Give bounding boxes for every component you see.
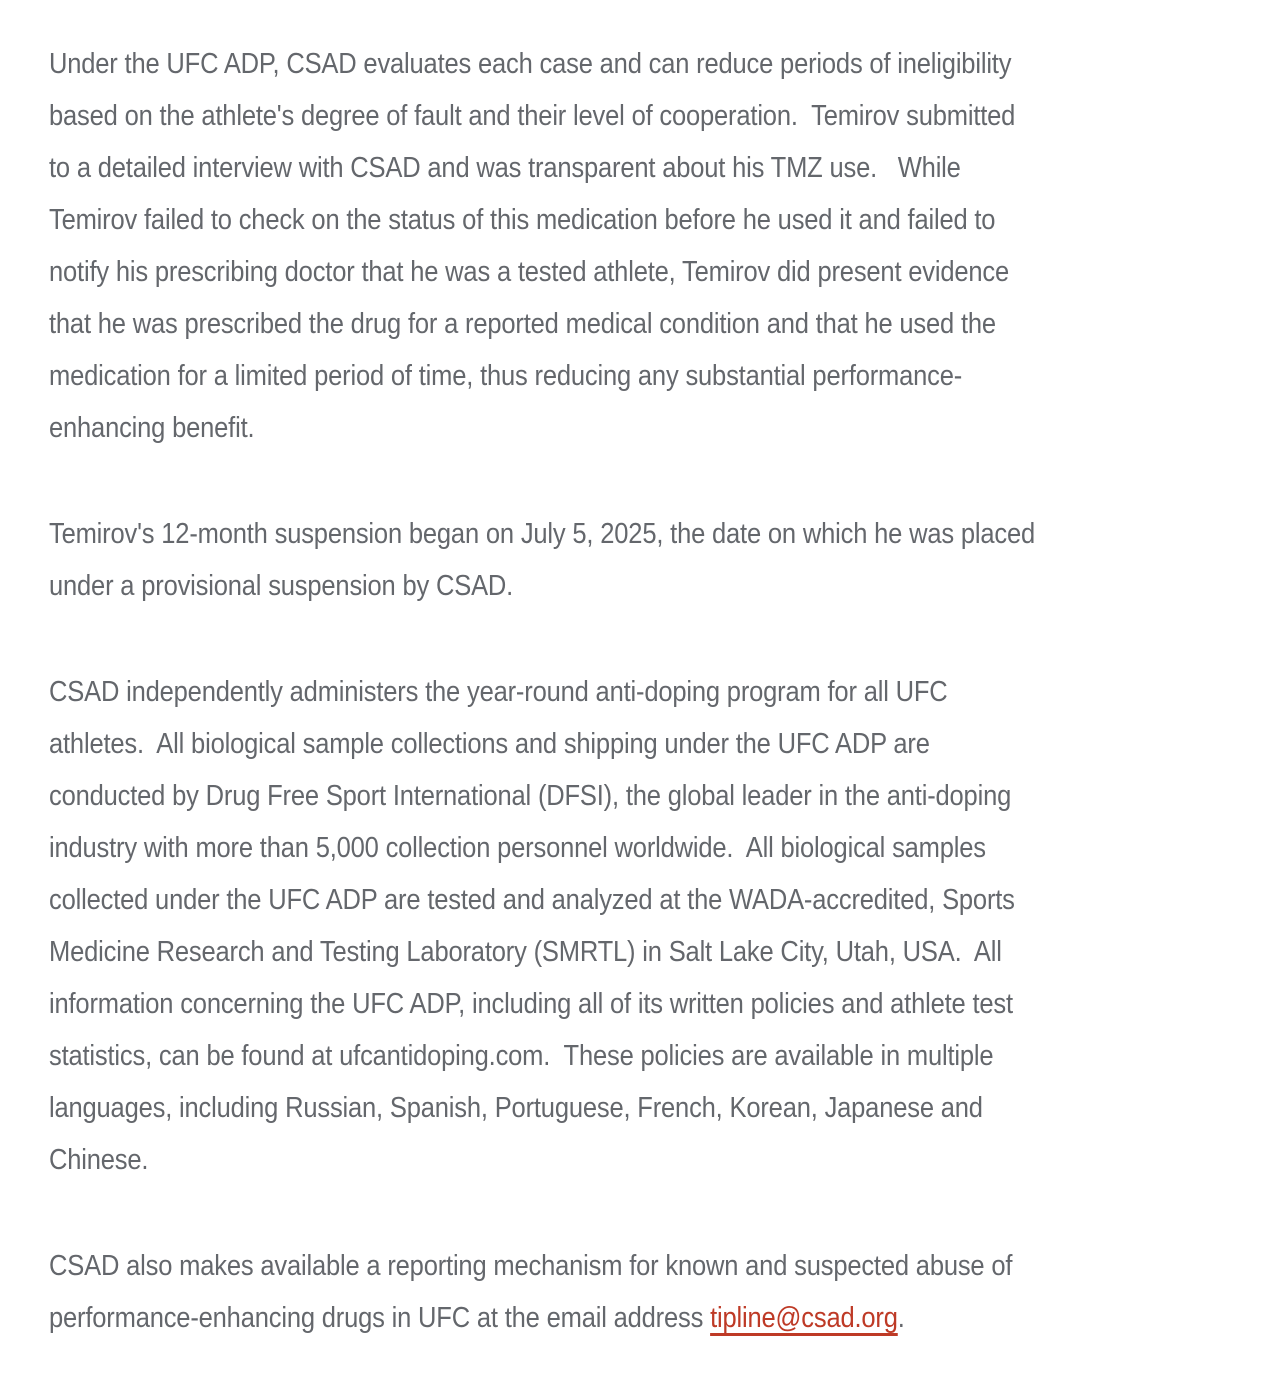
text-line: conducted by Drug Free Sport International (DFSI), the global leader in the anti-doping bbox=[49, 780, 1012, 812]
text-line: Temirov failed to check on the status of this medication before he used it and failed to bbox=[49, 204, 996, 236]
tipline-email-link[interactable]: tipline@csad.org bbox=[710, 1302, 898, 1334]
text-line: CSAD also makes available a reporting mechanism for known and suspected abuse of bbox=[49, 1250, 1013, 1282]
text-line: industry with more than 5,000 collection personnel worldwide. All biological samples bbox=[49, 832, 986, 864]
text-line: Temirov's 12-month suspension began on July 5, 2025, the date on which he was placed bbox=[49, 518, 1035, 550]
paragraph-suspension-start bbox=[49, 508, 1129, 612]
text-line: Under the UFC ADP, CSAD evaluates each case and can reduce periods of ineligibility bbox=[49, 48, 1012, 80]
text-line: languages, including Russian, Spanish, Portuguese, French, Korean, Japanese and bbox=[49, 1092, 983, 1124]
text-run: performance-enhancing drugs in UFC at the email address bbox=[49, 1302, 711, 1334]
text-line: to a detailed interview with CSAD and was transparent about his TMZ use. While bbox=[49, 152, 961, 184]
text-line: Chinese. bbox=[49, 1144, 149, 1176]
paragraph-csad-program bbox=[49, 666, 1129, 1186]
text-line bbox=[49, 1292, 1129, 1344]
text-line: notify his prescribing doctor that he was a tested athlete, Temirov did present evidence bbox=[49, 256, 1010, 288]
text-line: Medicine Research and Testing Laboratory (SMRTL) in Salt Lake City, Utah, USA. All bbox=[49, 936, 1002, 968]
text-line: medication for a limited period of time, thus reducing any substantial performance- bbox=[49, 360, 963, 392]
paragraph-tipline bbox=[49, 1240, 1129, 1344]
text-run: . bbox=[897, 1302, 905, 1334]
text-line: athletes. All biological sample collections and shipping under the UFC ADP are bbox=[49, 728, 930, 760]
text-line: statistics, can be found at ufcantidoping.com. These policies are available in multiple bbox=[49, 1040, 994, 1072]
text-line: that he was prescribed the drug for a reported medical condition and that he used the bbox=[49, 308, 996, 340]
text-line: enhancing benefit. bbox=[49, 412, 255, 444]
text-line: CSAD independently administers the year-round anti-doping program for all UFC bbox=[49, 676, 948, 708]
text-line: collected under the UFC ADP are tested and analyzed at the WADA-accredited, Sports bbox=[49, 884, 1015, 916]
text-line: information concerning the UFC ADP, including all of its written policies and athlete test bbox=[49, 988, 1013, 1020]
text-line: under a provisional suspension by CSAD. bbox=[49, 570, 514, 602]
paragraph-fault-evaluation bbox=[49, 38, 1129, 454]
text-line: based on the athlete's degree of fault and their level of cooperation. Temirov submitted bbox=[49, 100, 1016, 132]
